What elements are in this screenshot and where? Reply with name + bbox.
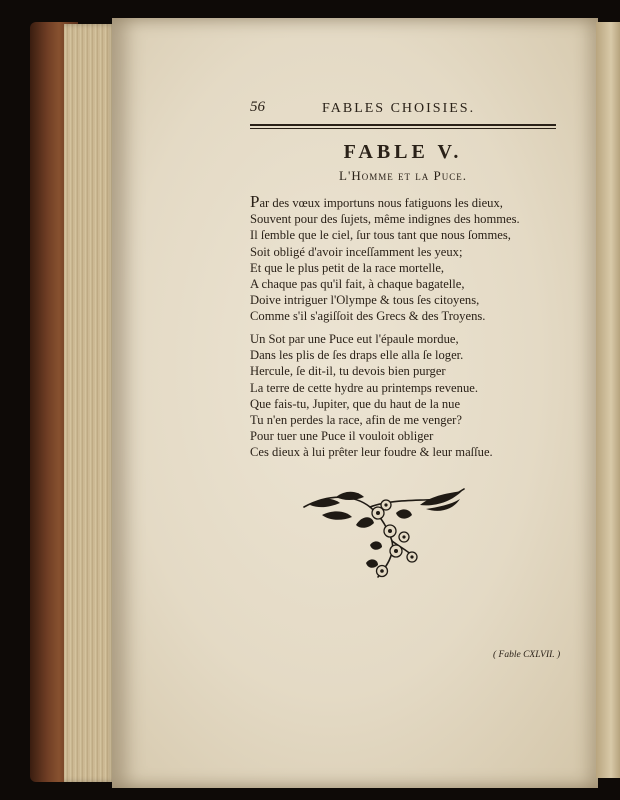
page-number: 56 xyxy=(250,99,265,115)
verse-line: La terre de cette hydre au printemps revenue. xyxy=(250,380,478,395)
header-rule-thick xyxy=(250,124,556,126)
running-title: FABLES CHOISIES. xyxy=(322,101,476,116)
initial-letter: P xyxy=(250,192,260,211)
page-edges xyxy=(64,24,116,782)
verse-line: A chaque pas qu'il fait, à chaque bagatelle, xyxy=(250,277,465,292)
verse-line: Dans les plis de ſes draps elle alla ſe loger. xyxy=(250,348,464,363)
verse-line: Doive intriguer l'Olympe & tous ſes citoyens, xyxy=(250,293,480,308)
verse-line: Un Sot par une Puce eut l'épaule mordue, xyxy=(250,332,459,346)
verse-line: Hercule, ſe dit-il, tu devois bien purger xyxy=(250,364,446,379)
stanza-2 xyxy=(250,331,560,461)
verse-line: Tu n'en perdes la race, afin de me venger? xyxy=(250,413,462,428)
verse-line: Que fais-tu, Jupiter, que du haut de la nue xyxy=(250,396,461,411)
verse-line: Pour tuer une Puce il vouloit obliger xyxy=(250,429,434,444)
fable-subtitle: L'Homme et la Puce. xyxy=(339,168,467,183)
fable-reference-note: ( Fable CXLVII. ) xyxy=(493,650,561,660)
verse-line: Il ſemble que le ciel, ſur tous tant que nous ſommes, xyxy=(250,228,511,243)
stanza-1 xyxy=(250,194,560,325)
verse-line: Souvent pour des ſujets, même indignes des hommes. xyxy=(250,212,520,227)
fable-title: FABLE V. xyxy=(343,141,463,163)
facing-page-edge xyxy=(596,22,620,778)
header-rule-thin xyxy=(250,128,556,129)
verse-line: Soit obligé d'avoir inceſſamment les yeux; xyxy=(250,244,463,259)
verse-line: Ces dieux à lui prêter leur foudre & leur maſſue. xyxy=(250,445,493,460)
verse-line: Par des vœux importuns nous fatiguons les dieux, xyxy=(250,192,503,211)
verse-line: Comme s'il s'agiſſoit des Grecs & des Troyens. xyxy=(250,309,486,324)
verse-line: Et que le plus petit de la race mortelle, xyxy=(250,260,445,275)
floral-ornament-icon xyxy=(300,485,470,585)
